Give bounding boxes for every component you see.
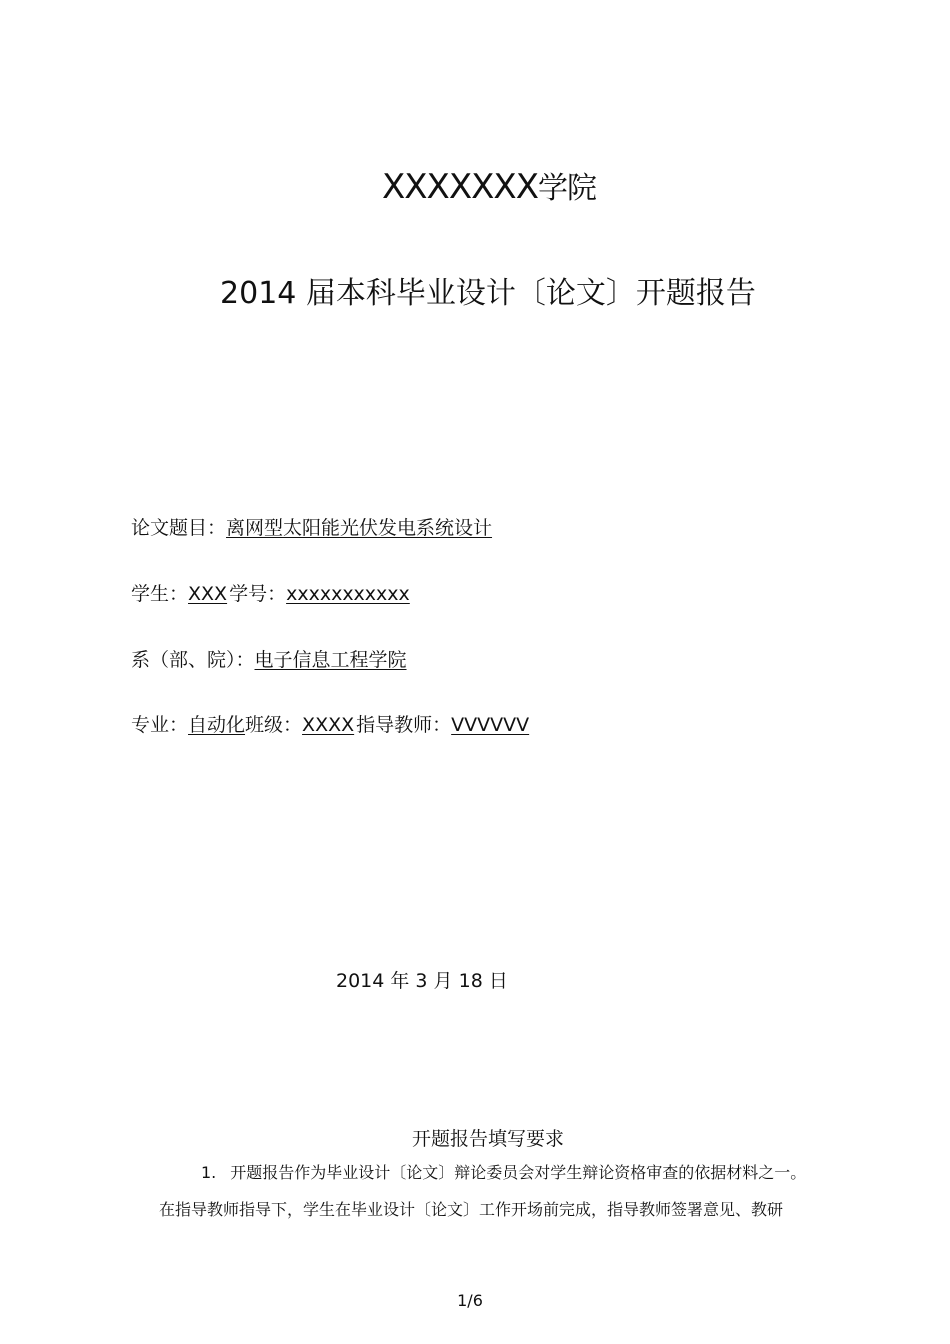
department-label: 系（部、院）： <box>131 649 255 671</box>
requirements-item-1-line-2: 在指导教师指导下，学生在毕业设计〔论文〕工作开场前完成，指导教师签署意见、教研 <box>159 1200 784 1219</box>
department-row <box>131 645 407 672</box>
topic-row <box>131 513 492 540</box>
major-value: 自动化 <box>188 714 246 736</box>
student-label: 学生： <box>131 583 189 605</box>
student-id-value: xxxxxxxxxxx <box>286 583 410 605</box>
topic-label: 论文题目： <box>131 517 227 539</box>
requirements-item-1-line-1 <box>201 1160 806 1183</box>
class-label: 班级： <box>245 714 303 736</box>
requirements-heading: 开题报告填写要求 <box>411 1128 564 1150</box>
department-value: 电子信息工程学院 <box>254 649 407 671</box>
student-row <box>131 579 410 606</box>
school-name <box>0 163 950 207</box>
report-date: 2014 年 3 月 18 日 <box>336 970 508 992</box>
requirements-item-1-number: 1. <box>201 1163 217 1182</box>
advisor-value: VVVVVV <box>451 714 530 736</box>
student-value: XXX <box>188 583 228 605</box>
page-number: 1/6 <box>457 1291 483 1310</box>
student-id-label: 学号： <box>229 583 287 605</box>
topic-value: 离网型太阳能光伏发电系统设计 <box>226 517 493 539</box>
major-label: 专业： <box>131 714 189 736</box>
class-value: XXXX <box>302 714 355 736</box>
requirements-item-1-text: 开题报告作为毕业设计〔论文〕辩论委员会对学生辩论资格审查的依据材料之一。 <box>230 1163 807 1182</box>
school-name-suffix: 学院 <box>538 171 597 206</box>
report-title: 2014 届本科毕业设计〔论文〕开题报告 <box>220 276 756 311</box>
major-row <box>131 710 529 737</box>
school-name-prefix: XXXXXXX <box>381 167 539 207</box>
advisor-label: 指导教师： <box>356 714 452 736</box>
